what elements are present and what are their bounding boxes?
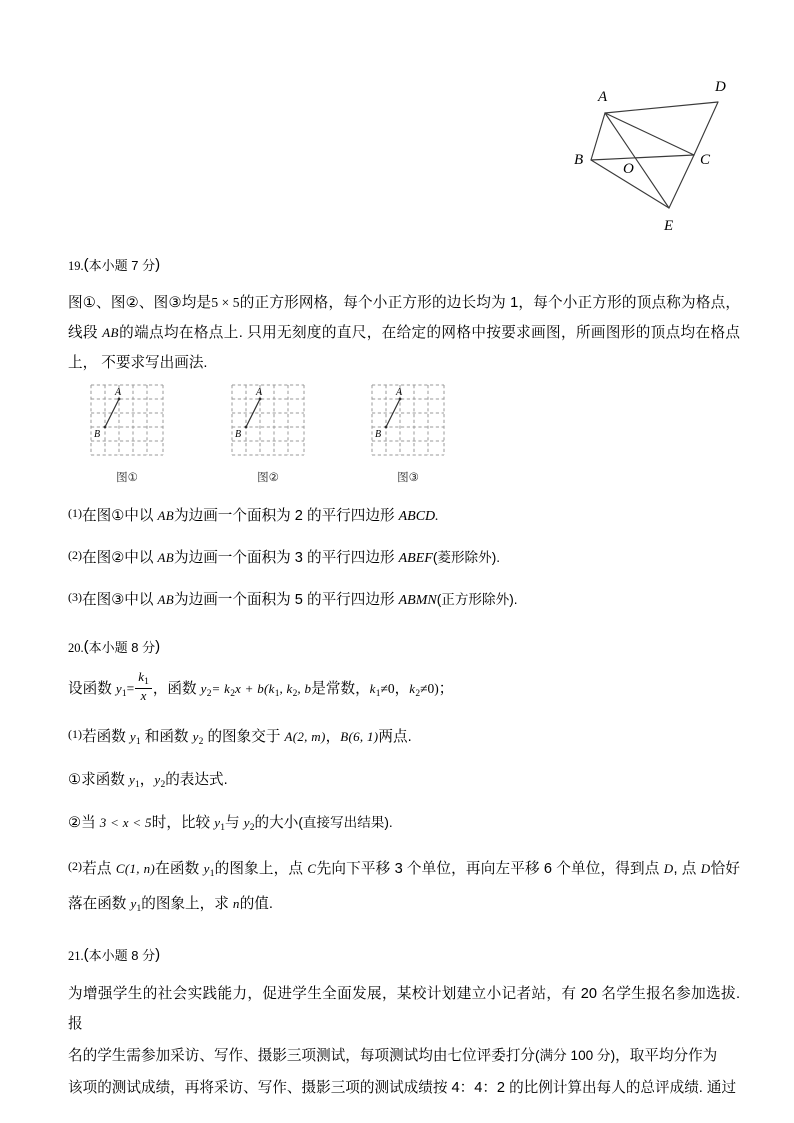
grid-caption-1: 图① <box>116 472 138 484</box>
q20-y1-sub: 1 <box>121 689 127 700</box>
q20-item2-y1-sub: 1 <box>220 823 226 834</box>
vertex-label-o: O <box>623 161 634 177</box>
question-20-sub-1 <box>68 719 740 757</box>
q20-sub1-y2-sub: 2 <box>198 737 204 748</box>
q19-sub3-marker: (3) <box>68 590 82 605</box>
q19-grid-size: 5 × 5 <box>211 295 240 311</box>
grid-svg-3 <box>366 380 450 460</box>
q20-fraction-k1-over-x <box>135 670 152 703</box>
q20-k2-sub: 2 <box>230 689 235 700</box>
q20-sub2-c: C <box>307 861 317 877</box>
question-20-sub-2 <box>68 851 740 924</box>
grid1-label-a: A <box>115 387 122 398</box>
grid-figures-row <box>68 380 740 485</box>
q20-item1-y1-sub: 1 <box>135 780 140 791</box>
question-21-line-3: 该项的测试成绩，再将采访、写作、摄影三项的测试成绩按 4：4：2 的比例计算出每人的总评成绩. 通过 <box>68 1079 737 1096</box>
grid-svg-2 <box>226 380 310 460</box>
q19-stem-part-d: 的端点均在格点上. 只用无刻度的直尺，在给定的网格中按要求画图，所画图形的顶点均在格点上， <box>68 325 740 372</box>
q20-item2-y1: y <box>214 815 221 831</box>
q20-sub2-marker: (2) <box>68 859 82 874</box>
vertex-label-c: C <box>700 152 711 168</box>
q20-eq: = <box>126 681 135 697</box>
q20-sub2-text-a: 若点 <box>82 861 116 878</box>
q20-item1-y1: y <box>128 772 136 788</box>
q20-item2-text-a: 当 <box>81 815 100 832</box>
q19-sub1-marker: (1) <box>68 506 82 521</box>
q20-sub1-y1: y <box>129 729 136 745</box>
q19-sub3-ab: AB <box>157 592 174 608</box>
grid2-label-b: B <box>235 429 242 440</box>
q19-segment-ab: AB <box>102 325 119 341</box>
question-19-sub-1 <box>68 498 740 532</box>
q20-sub2-y1: y <box>203 861 210 877</box>
question-20-item-1 <box>68 765 740 800</box>
q20-setup-c: 是常数， <box>311 681 370 698</box>
q19-sub2-name: ABEF <box>398 551 433 567</box>
q19-sub1-ab: AB <box>157 508 174 524</box>
q19-sub3-text-a: 在图③中以 <box>82 592 158 609</box>
q19-sub1-text-b: 为边画一个面积为 2 的平行四边形 <box>174 508 399 525</box>
q19-stem-part-c: 线段 <box>68 325 103 342</box>
q20-point-c: C(1, n) <box>115 861 155 877</box>
grid-caption-2: 图② <box>257 472 279 484</box>
q20-k2-sub2: 2 <box>292 689 298 700</box>
question-19-stem <box>68 288 740 378</box>
q20-sub1-marker: (1) <box>68 727 82 742</box>
q19-sub2-text-a: 在图②中以 <box>82 550 158 567</box>
question-19-sub-3 <box>68 582 740 616</box>
q20-frac-num: $k_1$ <box>138 669 149 688</box>
q20-sub2-text-d: 先向下平移 3 个单位，再向左平移 6 个单位，得到点 <box>316 861 664 878</box>
q20-item1-text-a: 求函数 <box>81 772 129 789</box>
q20-sub1-text-b: 和函数 <box>140 729 193 746</box>
grid-figure-3 <box>353 380 463 485</box>
q20-expr3: , k <box>279 681 293 697</box>
q20-sub2-d1: D <box>663 861 674 877</box>
question-20-setup <box>68 670 740 711</box>
q20-y2: y <box>200 681 207 697</box>
q20-y1: y <box>115 681 122 697</box>
q20-sub2-line2-y1-sub: 1 <box>136 904 142 915</box>
q20-y2-sub: 2 <box>206 689 212 700</box>
question-19-number: 19. <box>68 259 84 273</box>
q20-expr4: , b <box>297 681 312 697</box>
q20-cond1-rest: ≠0 <box>380 681 395 697</box>
q20-sub2-text-b: 在函数 <box>155 861 204 878</box>
question-20-item-2 <box>68 808 740 843</box>
q20-sub1-text-a: 若函数 <box>82 729 130 746</box>
question-20-header <box>68 638 740 656</box>
q20-frac-den: x <box>135 688 152 703</box>
q20-sub2-text-c: 的图象上，点 <box>214 861 308 878</box>
q19-sub2-text-b: 为边画一个面积为 3 的平行四边形 <box>174 550 399 567</box>
q20-item2-y2: y <box>243 815 250 831</box>
q20-sub1-text-d: 两点. <box>378 729 412 746</box>
q20-expr2: x + b(k <box>234 681 275 697</box>
q21-line2-note: (满分 100 分) <box>535 1047 616 1063</box>
q20-sub1-comma: ， <box>325 729 341 746</box>
q19-sub2-ab: AB <box>157 550 174 566</box>
q20-expr: = k <box>211 681 231 697</box>
q20-item2-marker: ② <box>68 815 82 832</box>
question-19-sub-2 <box>68 540 740 574</box>
q20-item2-text-d: 的大小 <box>254 815 299 832</box>
q20-k1-sub2: 1 <box>274 689 280 700</box>
q20-item2-inequality: 3 < x < 5 <box>99 815 152 831</box>
q21-line2-a: 名的学生需参加采访、写作、摄影三项测试，每项测试均由七位评委打分 <box>68 1047 536 1064</box>
q20-item2-y2-sub: 2 <box>249 823 255 834</box>
q19-sub2-note: (菱形除外). <box>432 550 501 566</box>
q20-sub1-text-c: 的图象交于 <box>203 729 285 746</box>
q21-line2-b: ，取平均分作为 <box>615 1047 718 1064</box>
question-20-number: 20. <box>68 641 84 656</box>
question-19-score-note: (本小题 7 分) <box>83 256 161 273</box>
q20-sub2-line2-a: 好落在函数 <box>68 861 740 913</box>
q19-sub3-note: (正方形除外). <box>436 592 518 608</box>
q19-sub3-name: ABMN <box>398 593 437 609</box>
grid3-label-a: A <box>396 387 403 398</box>
q20-sub2-d2: D <box>700 861 711 877</box>
q20-item1-comma: ， <box>139 772 155 789</box>
q20-item1-text-b: 的表达式. <box>165 772 228 789</box>
q19-stem-part-a: 图①、图②、图③均是 <box>68 295 212 312</box>
question-21-number: 21. <box>68 949 84 964</box>
q20-sub2-line2-c: 的值. <box>239 896 273 913</box>
q20-sub2-y1-sub: 1 <box>209 869 215 880</box>
q20-cond2-rest: ≠0) <box>420 681 439 697</box>
q20-item1-marker: ① <box>68 772 82 789</box>
q20-cond2-sub: 2 <box>415 689 421 700</box>
q20-sub1-y1-sub: 1 <box>135 737 141 748</box>
q20-cond1-sub: 1 <box>375 689 381 700</box>
vertex-label-a: A <box>598 89 608 105</box>
q20-setup-a: 设函数 <box>68 681 116 698</box>
q20-setup-b: ，函数 <box>152 681 201 698</box>
question-21-header <box>68 946 740 964</box>
q20-point-b: B(6, 1) <box>340 729 379 745</box>
question-21-line-1: 为增强学生的社会实践能力，促进学生全面发展，某校计划建立小记者站，有 20 名学生报名参加选拔. 报 <box>68 985 740 1032</box>
q19-sub1-text-a: 在图①中以 <box>82 508 158 525</box>
q20-sub2-line2-b: 的图象上，求 <box>141 896 233 913</box>
q19-sub3-text-b: 为边画一个面积为 5 的平行四边形 <box>174 592 399 609</box>
question-20-score-note: (本小题 8 分) <box>83 638 161 656</box>
q20-cond2: k <box>409 681 416 697</box>
q20-sub2-text-e: , 点 <box>673 861 701 878</box>
geometry-figure-abcde <box>560 72 780 237</box>
grid-figure-1 <box>72 380 182 485</box>
q20-cond1: k <box>369 681 376 697</box>
q19-stem-part-b: 的正方形网格，每个小正方形的边长均为 1，每个小正方形的顶点称为格点， <box>239 295 740 312</box>
vertex-label-d: D <box>715 79 726 95</box>
q20-setup-comma: ， <box>394 681 410 698</box>
q20-item2-text-b: 时，比较 <box>151 815 215 832</box>
q20-sub2-line2-y1: y <box>130 896 137 912</box>
grid2-label-a: A <box>256 387 263 398</box>
grid-figure-2 <box>213 380 323 485</box>
q20-sub1-y2: y <box>192 729 199 745</box>
q20-item2-note: (直接写出结果). <box>298 815 393 831</box>
q20-item1-y2-sub: 2 <box>160 780 166 791</box>
grid1-label-b: B <box>94 429 101 440</box>
question-19-header <box>68 256 740 274</box>
grid3-label-b: B <box>375 429 382 440</box>
grid-caption-3: 图③ <box>397 472 419 484</box>
question-21-score-note: (本小题 8 分) <box>83 946 161 964</box>
question-21-line-2 <box>68 1041 740 1071</box>
q19-sub2-marker: (2) <box>68 548 82 563</box>
q20-item1-y2: y <box>154 772 161 788</box>
q19-stem-part-e: 不要求写出画法. <box>101 355 208 372</box>
vertex-label-b: B <box>574 152 584 168</box>
q20-sub2-n: n <box>232 896 240 912</box>
q20-point-a: A(2, m) <box>284 729 326 745</box>
grid-svg-1 <box>85 380 169 460</box>
q20-sub2-text-f: 恰 <box>710 861 726 878</box>
q20-item2-text-c: 与 <box>225 815 244 832</box>
q20-setup-d: ； <box>438 681 454 698</box>
q19-sub1-name: ABCD. <box>398 509 439 525</box>
vertex-label-e: E <box>664 218 674 234</box>
